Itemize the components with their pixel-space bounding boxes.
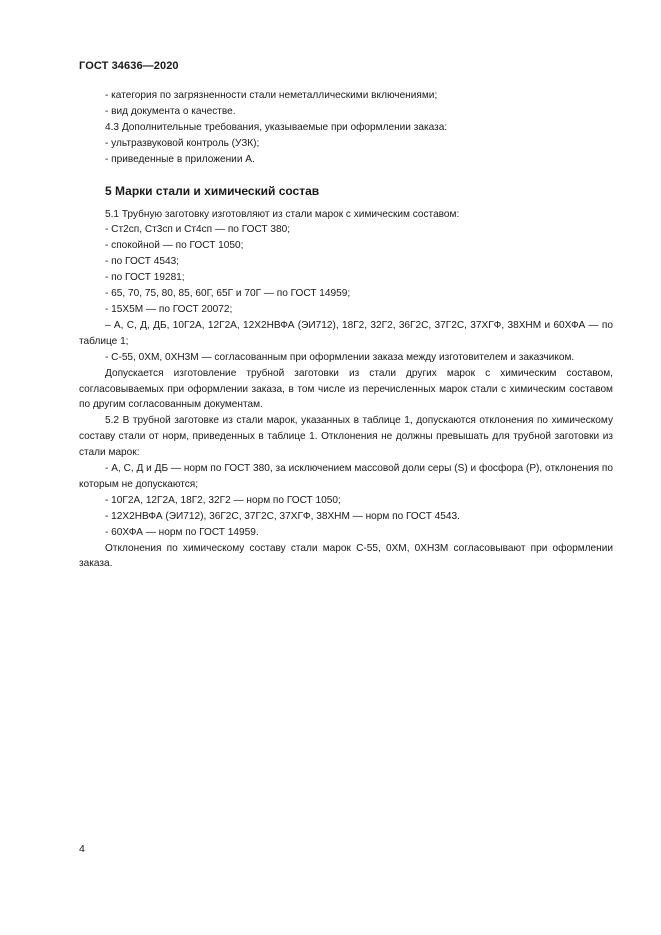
list-item: - спокойной — по ГОСТ 1050;: [105, 240, 244, 252]
list-item: - по ГОСТ 19281;: [105, 272, 185, 284]
list-item: - 15Х5М — по ГОСТ 20072;: [105, 303, 233, 315]
paragraph: Допускается изготовление трубной заготовки из стали других марок с химическим составом, согласовываемых при оформлении заказа, в том числе из перечисленных марок стали с химическим составом по другим согласованным документам.: [79, 367, 613, 411]
list-item: - А, С, Д и ДБ — норм по ГОСТ 380, за исключением массовой доли серы (S) и фосфора (Р), отклонения по которым не допускаются;: [79, 463, 613, 490]
clause-5-1: 5.1 Трубную заготовку изготовляют из стали марок с химическим составом:: [105, 208, 460, 220]
list-item: - С-55, 0ХМ, 0ХН3М — согласованным при оформлении заказа между изготовителем и заказчиком.: [105, 351, 575, 363]
list-item: - 65, 70, 75, 80, 85, 60Г, 65Г и 70Г — по ГОСТ 14959;: [105, 288, 351, 300]
section-5-body: [79, 207, 613, 573]
clause-4-3: 4.3 Дополнительные требования, указываемые при оформлении заказа:: [105, 121, 448, 133]
section-4-continuation: [79, 88, 613, 168]
page-number: 4: [79, 843, 85, 855]
list-item: - 10Г2А, 12Г2А, 18Г2, 32Г2 — норм по ГОСТ 1050;: [105, 494, 341, 506]
list-item: - приведенные в приложении А.: [105, 153, 255, 165]
list-item: - по ГОСТ 4543;: [105, 256, 179, 268]
clause-5-2: 5.2 В трубной заготовке из стали марок, указанных в таблице 1, допускаются отклонения по химическому составу стали от норм, приведенных в таблице 1. Отклонения не должны превышать для трубной заготовки из стали марок:: [79, 415, 613, 459]
page-content: [79, 88, 613, 572]
list-item: - 12Х2НВФА (ЭИ712), 36Г2С, 37Г2С, 37ХГФ, 38ХНМ — норм по ГОСТ 4543.: [105, 510, 460, 522]
list-item: - категория по загрязненности стали неметаллическими включениями;: [105, 90, 438, 101]
paragraph: Отклонения по химическому составу стали марок С-55, 0ХМ, 0ХН3М согласовывают при оформлении заказа.: [79, 542, 613, 570]
list-item: - вид документа о качестве.: [105, 105, 236, 117]
list-item: – А, С, Д, ДБ, 10Г2А, 12Г2А, 12Х2НВФА (ЭИ712), 18Г2, 32Г2, 36Г2С, 37Г2С, 37ХГФ, 38ХНМ и 60ХФА — по таблице 1;: [79, 319, 613, 347]
section-5-heading: 5 Марки стали и химический состав: [105, 183, 320, 198]
list-item: - 60ХФА — норм по ГОСТ 14959.: [105, 526, 259, 538]
list-item: - Ст2сп, Ст3сп и Ст4сп — по ГОСТ 380;: [105, 224, 291, 236]
document-header: ГОСТ 34636—2020: [79, 60, 179, 72]
list-item: - ультразвуковой контроль (УЗК);: [105, 137, 260, 149]
